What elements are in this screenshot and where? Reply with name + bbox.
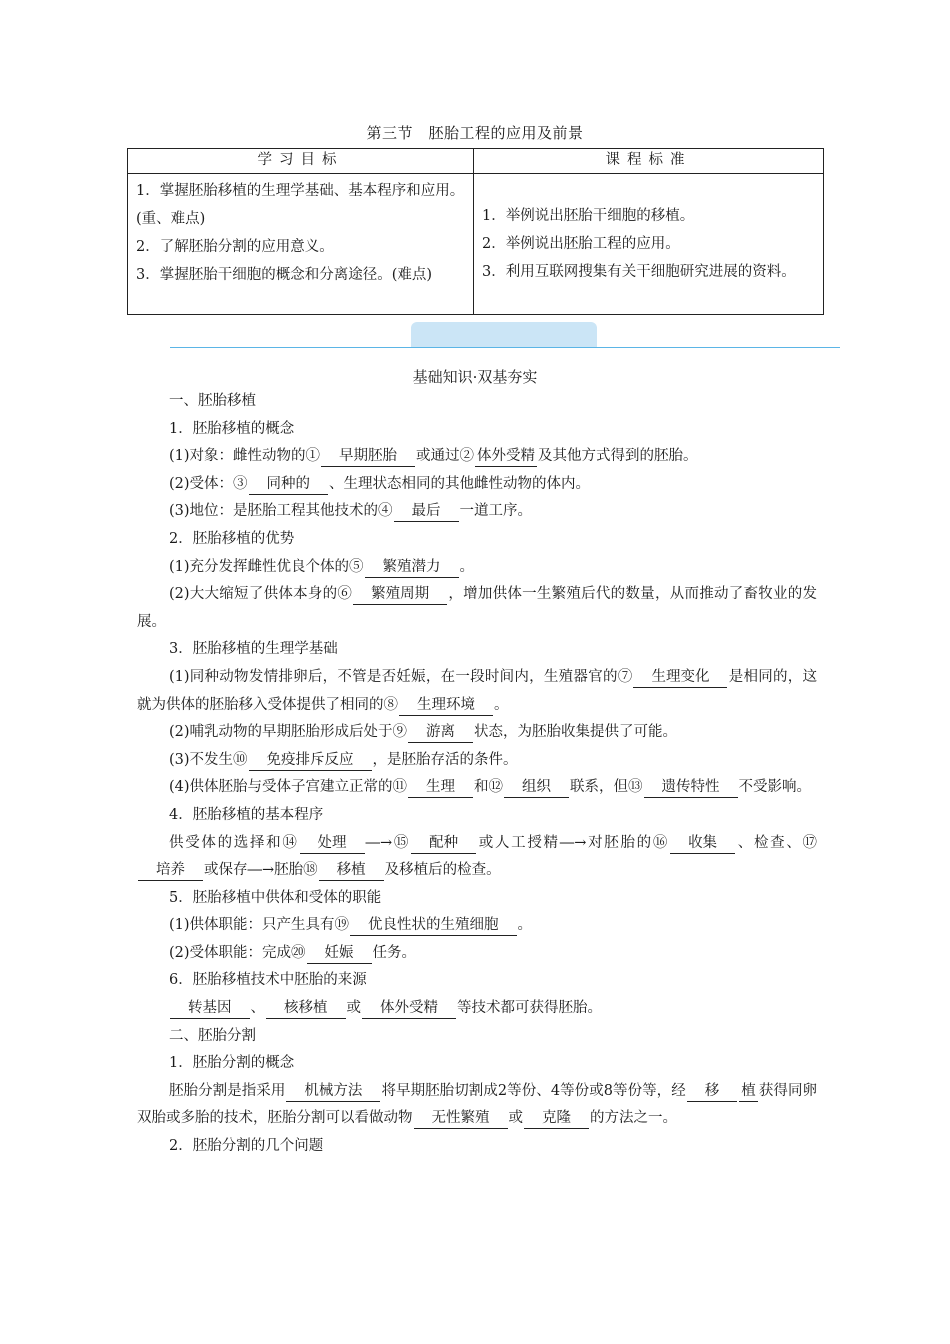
section-banner-tab	[411, 322, 597, 348]
heading: 二、胚胎分割	[169, 1027, 256, 1044]
answer-blank: 移	[687, 1082, 738, 1102]
answer-blank: 同种的	[249, 475, 329, 495]
section-banner-line	[170, 347, 840, 348]
subheading: 2．胚胎移植的优势	[169, 530, 295, 547]
learning-goal-item: 1．掌握胚胎移植的生理学基础、基本程序和应用。(重、难点)	[136, 183, 465, 227]
answer-blank: 最后	[394, 502, 459, 522]
subheading: 1．胚胎移植的概念	[169, 420, 295, 437]
answer-blank: 优良性状的生殖细胞	[350, 916, 517, 936]
subheading: 3．胚胎移植的生理学基础	[169, 641, 338, 658]
answer-blank: 核移植	[266, 999, 346, 1019]
goals-table	[127, 148, 824, 315]
answer-blank: 转基因	[170, 999, 250, 1019]
learning-goals-cell	[128, 174, 474, 315]
learning-goal-item: 3．掌握胚胎干细胞的概念和分离途径。(难点)	[136, 267, 433, 283]
curriculum-standard-item: 2．举例说出胚胎工程的应用。	[482, 236, 680, 252]
answer-blank: 早期胚胎	[321, 447, 415, 467]
answer-blank: 体外受精	[362, 999, 456, 1019]
paragraph: (3)地位：是胚胎工程其他技术的④ 最后 一道工序。	[137, 498, 817, 526]
answer-blank: 遗传特性	[644, 778, 738, 798]
curriculum-standards-cell	[474, 174, 824, 315]
learning-goal-item: 2．了解胚胎分割的应用意义。	[136, 239, 334, 255]
paragraph: (1)充分发挥雌性优良个体的⑤ 繁殖潜力 。	[137, 554, 817, 582]
subheading: 1．胚胎分割的概念	[169, 1055, 295, 1072]
subheading: 4．胚胎移植的基本程序	[169, 806, 324, 823]
answer-blank: 繁殖潜力	[365, 558, 459, 578]
paragraph: (2)哺乳动物的早期胚胎形成后处于⑨ 游离 状态，为胚胎收集提供了可能。	[137, 719, 817, 747]
paragraph: (3)不发生⑩ 免疫排斥反应 ，是胚胎存活的条件。	[137, 747, 817, 775]
curriculum-standards-header: 课程标准	[474, 149, 824, 174]
section-title: 基础知识·双基夯实	[412, 368, 538, 386]
answer-blank: 生理变化	[633, 668, 727, 688]
paragraph: (2)受体职能：完成⑳ 妊娠 任务。	[137, 940, 817, 968]
page-title: 第三节 胚胎工程的应用及前景	[366, 124, 584, 142]
paragraph: (2)大大缩短了供体本身的⑥ 繁殖周期 ，增加供体一生繁殖后代的数量，从而推动了畜牧业的发展。	[137, 586, 817, 630]
answer-blank: 配种	[411, 834, 476, 854]
answer-blank: 组织	[504, 778, 569, 798]
answer-blank: 克隆	[524, 1109, 589, 1129]
answer-blank: 植	[739, 1082, 758, 1102]
paragraph: (4)供体胚胎与受体子宫建立正常的⑪ 生理 和⑫ 组织 联系，但⑬ 遗传特性 不受影响。	[137, 774, 817, 802]
paragraph: (1)供体职能：只产生具有⑲ 优良性状的生殖细胞 。	[137, 912, 817, 940]
paragraph: 转基因 、 核移植 或 体外受精 等技术都可获得胚胎。	[137, 995, 817, 1023]
paragraph: (1)对象：雌性动物的① 早期胚胎 或通过② 体外受精 及其他方式得到的胚胎。	[137, 443, 817, 471]
subheading: 6．胚胎移植技术中胚胎的来源	[169, 972, 367, 989]
answer-blank: 移植	[319, 861, 384, 881]
subheading: 2．胚胎分割的几个问题	[169, 1138, 324, 1155]
answer-blank: 生理环境	[399, 696, 493, 716]
answer-blank: 无性繁殖	[414, 1109, 508, 1129]
paragraph: (2)受体：③ 同种的 、生理状态相同的其他雌性动物的体内。	[137, 471, 817, 499]
answer-blank: 培养	[138, 861, 203, 881]
curriculum-standard-item: 1．举例说出胚胎干细胞的移植。	[482, 208, 695, 224]
answer-blank: 免疫排斥反应	[249, 751, 372, 771]
answer-blank: 体外受精	[475, 447, 537, 467]
answer-blank: 妊娠	[307, 944, 372, 964]
answer-blank: 机械方法	[286, 1082, 380, 1102]
answer-blank: 生理	[408, 778, 473, 798]
paragraph: 胚胎分割是指采用 机械方法 将早期胚胎切割成2等份、4等份或8等份等，经 移 植 获得同卵双胎或多胎的技术，胚胎分割可以看做动物 无性繁殖 或 克隆 的方法之一。	[137, 1078, 817, 1133]
learning-goals-header: 学习目标	[128, 149, 474, 174]
content-body	[137, 388, 817, 1161]
answer-blank: 处理	[300, 834, 365, 854]
subheading: 5．胚胎移植中供体和受体的职能	[169, 889, 382, 906]
paragraph: (1)同种动物发情排卵后，不管是否妊娠，在一段时间内，生殖器官的⑦ 生理变化 是相同的，这就为供体的胚胎移入受体提供了相同的⑧ 生理环境 。	[137, 664, 817, 719]
heading: 一、胚胎移植	[169, 393, 256, 409]
answer-blank: 收集	[670, 834, 735, 854]
curriculum-standard-item: 3．利用互联网搜集有关干细胞研究进展的资料。	[482, 264, 796, 280]
paragraph: 供受体的选择和⑭ 处理 ―→⑮ 配种 或人工授精―→对胚胎的⑯ 收集 、检查、⑰培养 或保存―→胚胎⑱ 移植 及移植后的检查。	[137, 830, 817, 885]
answer-blank: 游离	[408, 723, 473, 743]
answer-blank: 繁殖周期	[353, 585, 447, 605]
